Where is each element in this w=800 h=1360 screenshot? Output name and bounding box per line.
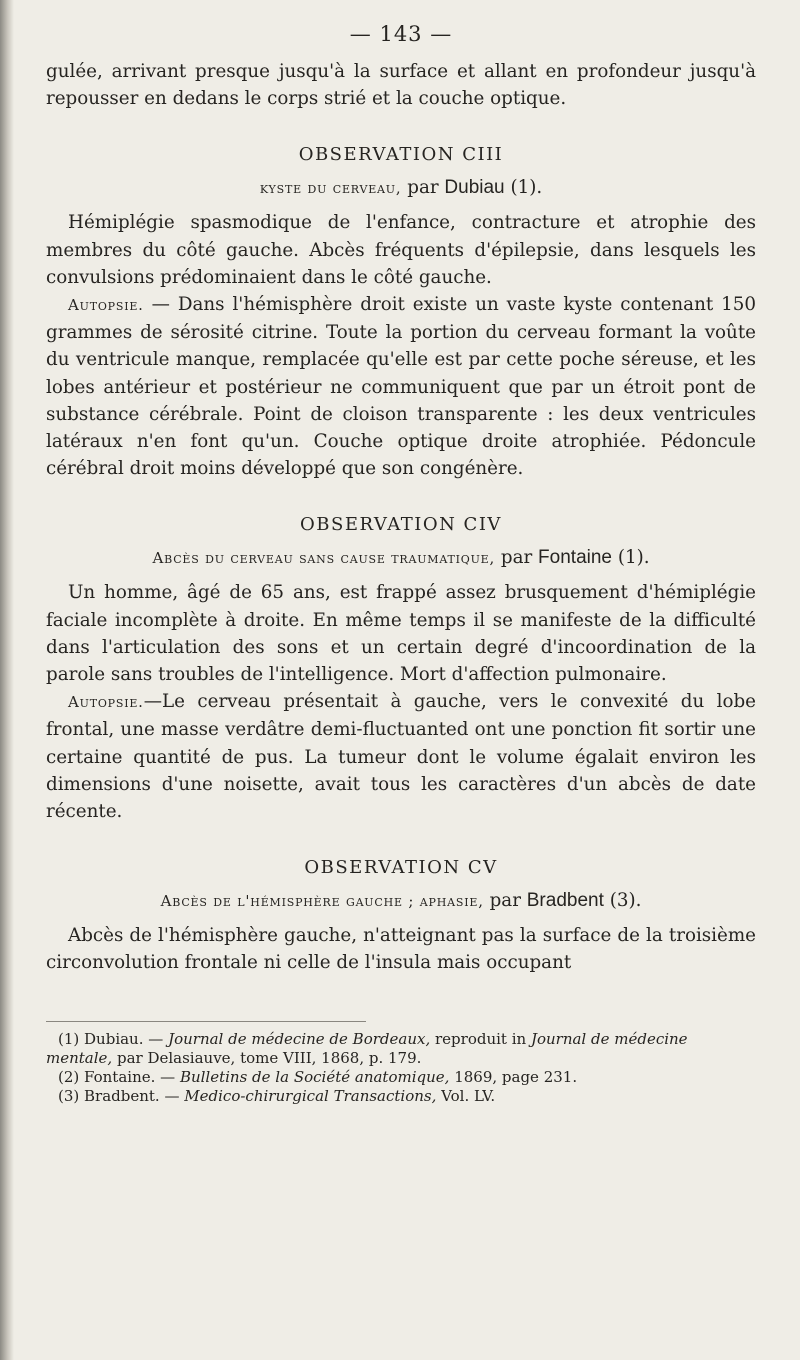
footnote-title: Journal de médecine de Bordeaux, xyxy=(168,1029,431,1048)
footnote-ref: (1). xyxy=(617,547,650,569)
observation-by: par xyxy=(407,177,439,199)
page-number: — 143 — xyxy=(349,22,453,46)
footnote-author: Fontaine. xyxy=(84,1067,156,1086)
footnote-dash: — xyxy=(160,1067,176,1086)
observation-subject: Abcès de l'hémisphère gauche ; aphasie, xyxy=(160,892,484,911)
document-page xyxy=(46,22,756,1106)
observation-heading: OBSERVATION CIII xyxy=(298,144,504,166)
footnote-author: Dubiau. xyxy=(84,1029,144,1048)
footnote xyxy=(46,1068,756,1087)
autopsy-label: Autopsie. xyxy=(68,693,144,712)
autopsy-text: — Dans l'hémisphère droit existe un vaste kyste contenant 150 grammes de sérosité citrine. Toute la portion du cerveau formant la voûte du ventricule manque, remplacée qu'elle est par cette poche séreuse, et les lobes antérieur et postérieur ne communiquent que par un étroit pont de substance cérébrale. Point de cloison transparente : les deux ventricules latéraux n'en font qu'un. Couche optique droite atrophiée. Pédoncule cérébral droit moins développé que son congénère. xyxy=(46,294,756,480)
observation-subject: Abcès du cerveau sans cause traumatique, xyxy=(152,549,496,568)
autopsy-paragraph xyxy=(46,688,756,825)
intro-paragraph: gulée, arrivant presque jusqu'à la surface et allant en profondeur jusqu'à repousser en dedans le corps strié et la couche optique. xyxy=(46,61,756,110)
autopsy-text: —Le cerveau présentait à gauche, vers le convexité du lobe frontal, une masse verdâtre demi-fluctuanted ont une ponction fit sortir une certaine quantité de pus. La tumeur dont le volume égalait environ les dimensions d'une noisette, avait tous les caractères d'un abcès de date récente. xyxy=(46,691,756,823)
observation-author: Dubiau xyxy=(444,177,505,199)
footnote xyxy=(46,1030,756,1068)
observation-by: par xyxy=(500,547,533,569)
footnote-author: Bradbent. xyxy=(84,1086,160,1105)
observation-subtitle xyxy=(46,890,756,912)
observation-heading: OBSERVATION CIV xyxy=(300,514,502,536)
case-paragraph: Un homme, âgé de 65 ans, est frappé assez brusquement d'hémiplégie faciale incomplète à droite. En même temps il se manifeste de la difficulté dans l'articulation des sons et un certain degré d'incoordination de la parole sans troubles de l'intelligence. Mort d'affection pulmonaire. xyxy=(46,582,756,686)
footnote-title: Bulletins de la Société anatomique, xyxy=(179,1067,450,1086)
footnote-title: Medico-chirurgical Transactions, xyxy=(184,1086,437,1105)
autopsy-label: Autopsie. xyxy=(68,296,144,315)
book-spine-shadow xyxy=(0,0,14,1360)
footnote-ref: (3). xyxy=(609,890,642,912)
footnote-rest: par Delasiauve, tome VIII, 1868, p. 179. xyxy=(116,1048,422,1067)
footnote-number: (2) xyxy=(58,1067,80,1086)
footnotes xyxy=(46,1030,756,1106)
observation-subtitle xyxy=(46,547,756,569)
footnote-ref: (1). xyxy=(510,177,543,199)
footnote-rest: Vol. LV. xyxy=(441,1086,496,1105)
footnote xyxy=(46,1087,756,1106)
case-paragraph: Abcès de l'hémisphère gauche, n'atteignant pas la surface de la troisième circonvolution frontale ni celle de l'insula mais occupant xyxy=(46,925,756,974)
observation-subtitle xyxy=(46,177,756,199)
observation-ciii xyxy=(46,144,756,482)
footnote-dash: — xyxy=(148,1029,164,1048)
footnote-number: (1) xyxy=(58,1029,80,1048)
observation-heading: OBSERVATION CV xyxy=(304,857,498,879)
footnote-number: (3) xyxy=(58,1086,80,1105)
footnote-title-2: Journal de médecine mentale, xyxy=(46,1029,688,1067)
footnote-mid: reproduit in xyxy=(435,1029,527,1048)
observation-author: Bradbent xyxy=(526,890,604,912)
autopsy-paragraph xyxy=(46,291,756,482)
observation-subject: kyste du cerveau, xyxy=(259,179,402,198)
observation-author: Fontaine xyxy=(538,547,612,569)
footnote-divider xyxy=(46,1021,366,1022)
observation-civ xyxy=(46,514,756,825)
observation-by: par xyxy=(489,890,521,912)
footnote-rest: 1869, page 231. xyxy=(454,1067,578,1086)
footnote-dash: — xyxy=(164,1086,180,1105)
observation-cv xyxy=(46,857,756,976)
case-paragraph: Hémiplégie spasmodique de l'enfance, contracture et atrophie des membres du côté gauche. Abcès fréquents d'épilepsie, dans lesquels les convulsions prédominaient dans le côté gauche. xyxy=(46,212,756,288)
